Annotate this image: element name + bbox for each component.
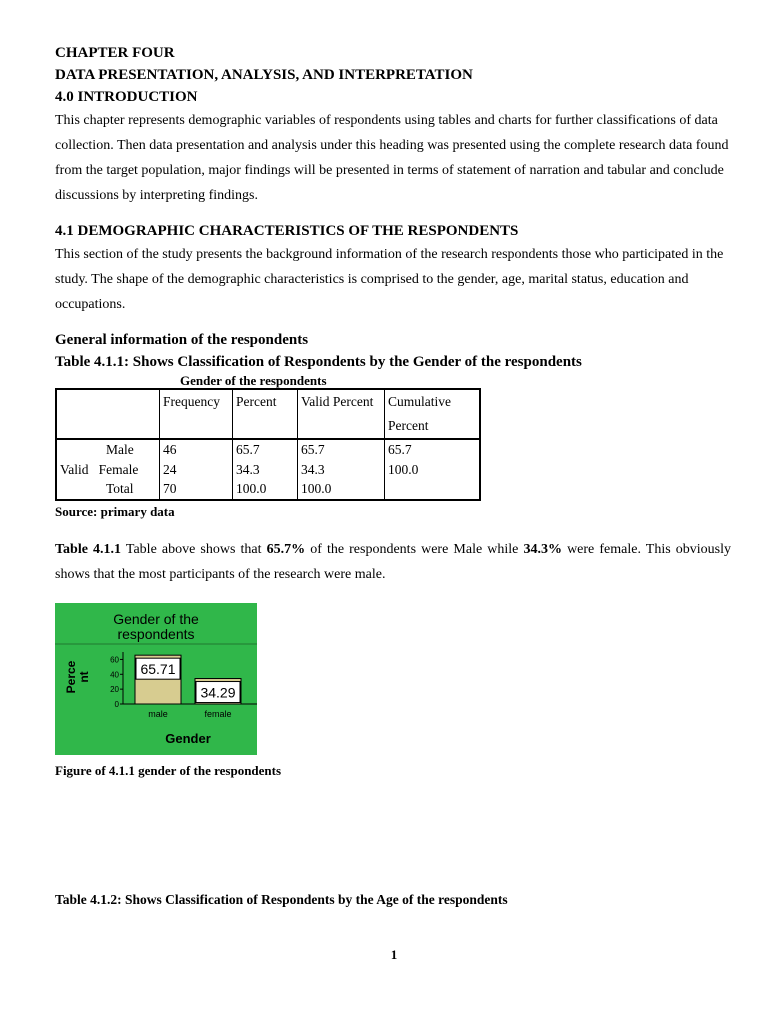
table-row <box>56 439 480 460</box>
y-axis-label: nt <box>77 670 91 683</box>
chart-title-line-1: Gender of the <box>113 610 199 627</box>
section-41-paragraph: This section of the study presents the background information of the research respondents those who participated in the study. The shape of the demographic characteristics is comprised to the gender, age, marital status, education and occupations. <box>55 247 724 312</box>
general-info-heading: General information of the respondents <box>55 332 309 348</box>
chapter-heading: CHAPTER FOUR <box>55 45 175 61</box>
intro-heading: 4.0 INTRODUCTION <box>55 89 198 105</box>
table-header-percent: Percent <box>233 389 298 439</box>
table-description <box>55 537 731 587</box>
cell-frequency: 70 <box>160 479 233 500</box>
row-label: Male <box>106 442 134 457</box>
cell-valid-percent: 34.3 <box>298 460 385 480</box>
y-tick-label: 0 <box>114 699 119 709</box>
y-axis-label: Perce <box>64 660 78 693</box>
table-row <box>56 479 480 500</box>
table-reference: Table 4.1.1 <box>55 541 122 557</box>
cell-cumulative-percent: 100.0 <box>385 460 481 480</box>
valid-group-label: Valid <box>60 461 89 477</box>
cell-percent: 34.3 <box>233 460 298 480</box>
table-411-subtitle: Gender of the respondents <box>180 373 327 388</box>
table-412-caption: Table 4.1.2: Shows Classification of Respondents by the Age of the respondents <box>55 892 508 907</box>
cell-percent: 100.0 <box>233 479 298 500</box>
row-label: Female <box>98 461 139 477</box>
female-percent-value: 34.3% <box>523 541 562 557</box>
y-tick-label: 40 <box>110 669 119 679</box>
description-text-1: Table above shows that <box>121 541 267 557</box>
table-header-cumulative-percent: Cumulative Percent <box>385 389 481 439</box>
page-number: 1 <box>390 947 398 962</box>
table-row <box>56 460 480 480</box>
cell-frequency: 24 <box>160 460 233 480</box>
table-source-note: Source: primary data <box>55 503 175 519</box>
cell-cumulative-percent: 65.7 <box>385 439 481 460</box>
chapter-title: DATA PRESENTATION, ANALYSIS, AND INTERPRETATION <box>55 67 473 83</box>
table-header-blank <box>56 389 160 439</box>
x-axis-label: Gender <box>165 730 211 746</box>
description-text-2: of the respondents were Male while <box>305 541 524 557</box>
row-label: Total <box>106 481 134 496</box>
gender-frequency-table <box>55 388 481 501</box>
table-header-valid-percent: Valid Percent <box>298 389 385 439</box>
chart-title-line-2: respondents <box>117 625 195 642</box>
section-41-heading: 4.1 DEMOGRAPHIC CHARACTERISTICS OF THE RESPONDENTS <box>55 223 519 239</box>
cell-percent: 65.7 <box>233 439 298 460</box>
data-label: 65.71 <box>140 660 176 677</box>
intro-paragraph: This chapter represents demographic variables of respondents using tables and charts for further classifications of data collection. Then data presentation and analysis under this heading was presented using the complete research data found from the target population, major findings will be presented in terms of statement of narration and tabular and conclude discussions by interpreting findings. <box>55 113 729 203</box>
x-tick-label: male <box>148 708 168 719</box>
cell-valid-percent: 65.7 <box>298 439 385 460</box>
y-tick-label: 20 <box>110 684 119 694</box>
table-header-frequency: Frequency <box>160 389 233 439</box>
cell-cumulative-percent <box>385 479 481 500</box>
cell-valid-percent: 100.0 <box>298 479 385 500</box>
male-percent-value: 65.7% <box>266 541 306 557</box>
x-tick-label: female <box>204 708 232 719</box>
figure-caption: Figure of 4.1.1 gender of the respondents <box>55 762 282 778</box>
data-label: 34.29 <box>200 684 236 701</box>
table-header-row <box>56 389 480 439</box>
cell-frequency: 46 <box>160 439 233 460</box>
description-text-3: were female. This obviously shows that the most participants of the research were male. <box>55 541 731 582</box>
y-tick-label: 60 <box>110 654 119 664</box>
table-411-caption: Table 4.1.1: Shows Classification of Respondents by the Gender of the respondents <box>55 354 582 370</box>
document-page <box>55 42 731 779</box>
gender-bar-chart <box>55 603 257 755</box>
row-label-group <box>56 460 160 480</box>
